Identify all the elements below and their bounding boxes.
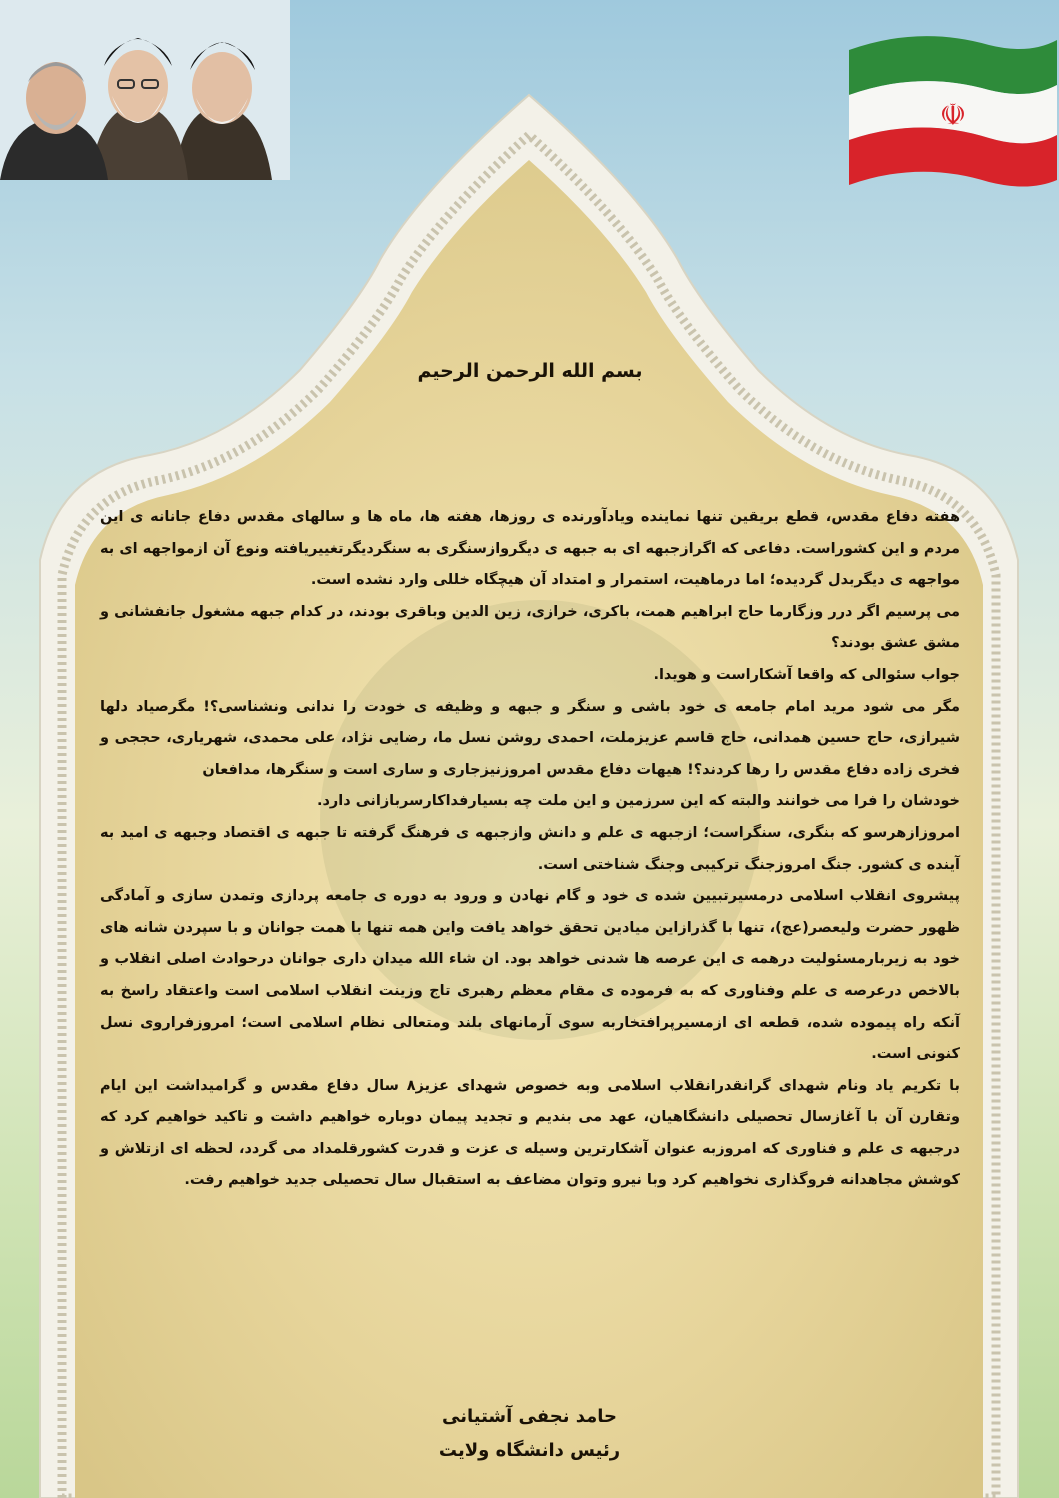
paragraph: مگر می شود مرید امام جامعه ی خود باشی و سنگر و جبهه و وظیفه ی خودت را ندانی ونشناسی؟! مگرصیاد دلها شیرازی، حاج حسین همدانی، حاج قاسم عزیزملت، احمدی روشن نسل ما، رضایی نژاد، علی محمدی، شهریاری، حججی و فخری زاده دفاع مقدس را رها کردند؟! هیهات دفاع مقدس امروزنیزجاری و ساری است و سنگرها، مدافعان <box>100 698 960 778</box>
iran-flag <box>829 20 1059 190</box>
svg-text:☫: ☫ <box>939 98 967 133</box>
signature-title: رئیس دانشگاه ولایت <box>438 1440 621 1461</box>
signature-name: حامد نجفی آشتیانی <box>442 1406 617 1427</box>
paragraph: می پرسیم اگر درر وزگارما حاج ابراهیم همت، باکری، خرازی، زین الدین وباقری بودند، در کدام جبهه مشغول جانفشانی و مشق عشق بودند؟ <box>100 603 960 652</box>
letter-content <box>100 360 960 1197</box>
paragraph: هفته دفاع مقدس، قطع بریقین تنها نماینده ویادآورنده ی روزها، هفته ها، ماه ها و سالهای مقدس دفاع جانانه ی این مردم و این کشوراست. دفاعی که اگرازجبهه ای به جبهه ی دیگروازسنگری به سنگردیگرتغییریافته ونوع آن ازمواجهه ای به مواجهه ی دیگربدل گردیده؛ اما درماهیت، استمرار و امتداد آن هیچگاه خللی وارد نشده است. <box>100 509 960 589</box>
paragraph: با تکریم یاد ونام شهدای گرانقدرانقلاب اسلامی وبه خصوص شهدای عزیز۸ سال دفاع مقدس و گرامیداشت این ایام وتقارن آن با آغازسال تحصیلی دانشگاهیان، عهد می بندیم و تجدید پیمان دوباره خواهیم داشت و تاکید خواهیم کرد که درجبهه ی علم و فناوری که امروزبه عنوان آشکارترین وسیله ی عزت و قدرت کشورقلمداد می گردد، لحظه ای ازتلاش و کوشش مجاهدانه فروگذاری نخواهیم کرد وبا نیرو وتوان مضاعف به استقبال سال تحصیلی جدید خواهیم رفت. <box>100 1077 960 1189</box>
bismillah-heading: بسم الله الرحمن الرحیم <box>417 360 643 382</box>
paragraph: امروزازهرسو که بنگری، سنگراست؛ ازجبهه ی علم و دانش وازجبهه ی فرهنگ گرفته تا جبهه ی اقتصاد وجبهه ی امید به آینده ی کشور. جنگ امروزجنگ ترکیبی وجنگ شناختی است. <box>100 824 960 873</box>
signature-block <box>0 1400 1059 1468</box>
portraits-image <box>0 0 290 180</box>
paragraph: پیشروی انقلاب اسلامی درمسیرتبیین شده ی خود و گام نهادن و ورود به دوره ی جامعه پردازی وتمدن سازی و آمادگی ظهور حضرت ولیعصر(عج)، تنها با گذرازاین میادین تحقق خواهد یافت واین همه تنها با همت جوانان و با سپردن شانه های خود به زیربارمسئولیت درهمه ی این عرصه ها شدنی خواهد بود. ان شاء الله میدان داری جوانان درحوادث اصلی انقلاب و بالاخص درعرصه ی علم وفناوری که به فرموده ی مقام معظم رهبری تاج وزینت انقلاب اسلامی است واعتقاد راسخ به آنکه راه پیموده شده، قطعه ای ازمسیرپرافتخاربه سوی آرمانهای بلند ومتعالی نظام اسلامی است؛ امروزفراروی نسل کنونی است. <box>100 888 960 1063</box>
paragraph: جواب سئوالی که واقعا آشکاراست و هویدا. <box>653 666 960 683</box>
paragraph: خودشان را فرا می خوانند والبته که این سرزمین و این ملت چه بسیارفداکارسربازانی دارد. <box>316 793 960 810</box>
